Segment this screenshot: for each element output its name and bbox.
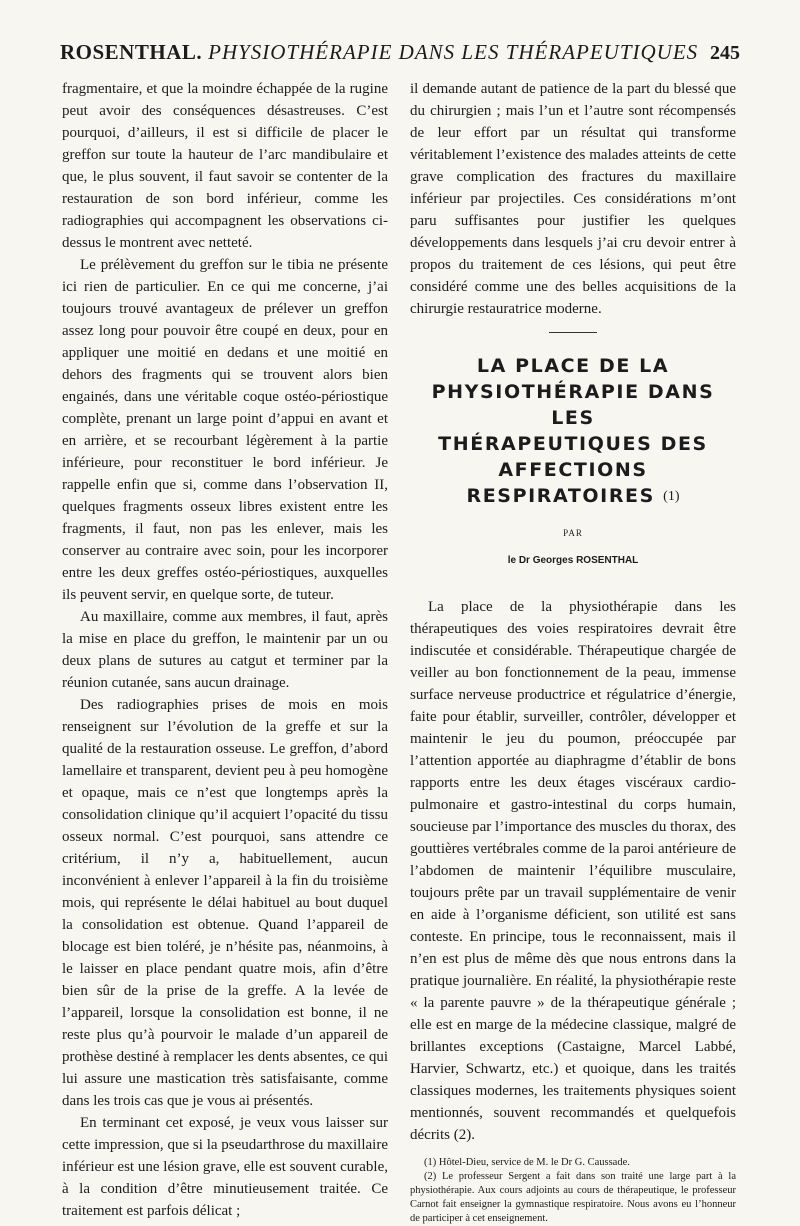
- article-title-line: RESPIRATOIRES: [466, 485, 655, 507]
- paragraph: En terminant cet exposé, je veux vous laisser sur cette impression, que si la pseudarthrose du maxillaire inférieur est une lésion grave, elle est souvent curable, à la condition d’être minutieusement traitée. Ce traitement est parfois délicat ;: [62, 1115, 388, 1219]
- section-divider: [549, 332, 597, 333]
- paragraph: La place de la physiothérapie dans les thérapeutiques des voies respiratoires devrait être indiscutée et considérable. Thérapeutique chargée de veiller au bon fonctionnement de la peau, immense surface nerveuse productrice et régulatrice d’énergie, faite pour établir, surveiller, contrôler, développer et maintenir le jeu du poumon, préoccupée par l’attention apportée au diaphragme d’établir de bons rapports entre les deux étages viscéraux cardio-pulmonaire et gastro-intestinal du corps humain, soucieuse par l’importance des muscles du thorax, des gouttières vertébrales comme de la paroi antérieure de l’abdomen de maintenir l’équilibre musculaire, toujours prête par un travail supplémentaire de venir en aide à l’organisme déficient, son utilité est sans conteste. En principe, tous le reconnaissent, mais il n’en est plus de même dès que nous entrons dans la pratique journalière. En réalité, la physiothérapie reste « la parente pauvre » de la thérapeutique générale ; elle est en marge de la médecine classique, malgré de brillantes exceptions (Castaigne, Marcel Labbé, Harvier, Schwartz, etc.) et quoique, dans les traités classiques modernes, les traitements physiques soient mentionnés, souvent recommandés et quelquefois décrits (2).: [410, 599, 736, 1143]
- footnote-ref: (1): [663, 489, 680, 504]
- paragraph: il demande autant de patience de la part du blessé que du chirurgien ; mais l’un et l’autre sont récompensés de leur effort par un résultat qui transforme véritablement l’existence des malades atteints de cette grave complication des fractures du maxillaire inférieur par projectiles. Ces considérations m’ont paru suffisantes pour justifier les quelques développements dans lesquels j’ai cru devoir entrer à propos du traitement de ces lésions, qui peut être considéré comme une des belles acquisitions de la chirurgie restauratrice moderne.: [410, 81, 736, 317]
- page-number: 245: [710, 42, 740, 64]
- paragraph: fragmentaire, et que la moindre échappée de la rugine peut avoir des conséquences désastreuses. C’est pourquoi, d’ailleurs, il est si difficile de placer le greffon sur toute la hauteur de l’arc mandibulaire et que, le plus souvent, il faut savoir se contenter de la restauration de son bord inférieur, comme les radiographies qui accompagnent les observations ci-dessus le montrent avec netteté.: [62, 81, 388, 251]
- right-column: [410, 78, 736, 1226]
- left-column: [62, 78, 388, 1222]
- paragraph: Au maxillaire, comme aux membres, il faut, après la mise en place du greffon, le maintenir par un ou deux plans de sutures au catgut et terminer par la réunion cutanée, sans aucun drainage.: [62, 609, 388, 691]
- article-title-line: AFFECTIONS: [498, 459, 648, 481]
- article-title-line: LA PLACE DE LA: [476, 355, 670, 377]
- by-label: PAR: [563, 528, 583, 538]
- byline: le Dr Georges ROSENTHAL: [507, 555, 639, 566]
- running-header: [60, 40, 740, 70]
- header-author: ROSENTHAL.: [60, 40, 203, 64]
- paragraph: Le prélèvement du greffon sur le tibia ne présente ici rien de particulier. En ce qui me concerne, j’ai toujours trouvé avantageux de prélever un greffon assez long pour pouvoir être coupé en deux, pour en appliquer une moitié en dedans et une moitié en dehors des fragments qui se trouvent alors bien engainés, dans une véritable coque ostéo-périostique complète, prenant un large point d’appui en avant et en arrière, et se recourbant légèrement à la partie inférieure, pour reconstituer le bord inférieur. Je rappelle enfin que si, comme dans l’observation II, quelques fragments osseux libres existent entre les fragments, il faut, non pas les enlever, mais les conserver au contraire avec soin, pour les incorporer entre les deux greffes ostéo-périostiques, auxquelles ils peuvent servir, en quelque sorte, de tuteur.: [62, 257, 388, 603]
- article-title: [410, 353, 736, 510]
- footnote: (2) Le professeur Sergent a fait dans son traité une large part à la physiothérapie. Aux cours adjoints au cours de thérapeutique, le professeur Carnot fait enseigner la gymnastique respiratoire. Nous avons eu l’honneur de participer à cet enseignement.: [410, 1171, 736, 1224]
- article-title-line: THÉRAPEUTIQUES DES: [438, 433, 708, 455]
- footnotes: [410, 1156, 736, 1226]
- paragraph: Des radiographies prises de mois en mois renseignent sur l’évolution de la greffe et sur la qualité de la restauration osseuse. Le greffon, d’abord lamellaire et transparent, devient peu à peu homogène et opaque, mais ce n’est que longtemps après la consolidation clinique qu’il acquiert l’opacité du tissu osseux normal. C’est pourquoi, sans attendre ce critérium, il n’y a, habituellement, aucun inconvénient à enlever l’appareil à la fin du troisième mois, qui représente le délai habituel au bout duquel la consolidation est obtenue. Quand l’appareil de blocage est bien toléré, je n’hésite pas, néanmoins, à le laisser en place pendant quatre mois, afin d’être bien sûr de la prise de la greffe. A la levée de l’appareil, lorsque la consolidation est bonne, il ne reste plus qu’à pourvoir le malade d’un appareil de prothèse destiné à remplacer les dents absentes, ce qui lui assure une mastication très satisfaisante, comme dans les trois cas que je vous ai présentés.: [62, 697, 388, 1109]
- footnote: (1) Hôtel-Dieu, service de M. le Dr G. Caussade.: [424, 1157, 630, 1168]
- article-title-line: PHYSIOTHÉRAPIE DANS LES: [431, 381, 715, 429]
- header-running-title: PHYSIOTHÉRAPIE DANS LES THÉRAPEUTIQUES: [208, 40, 699, 64]
